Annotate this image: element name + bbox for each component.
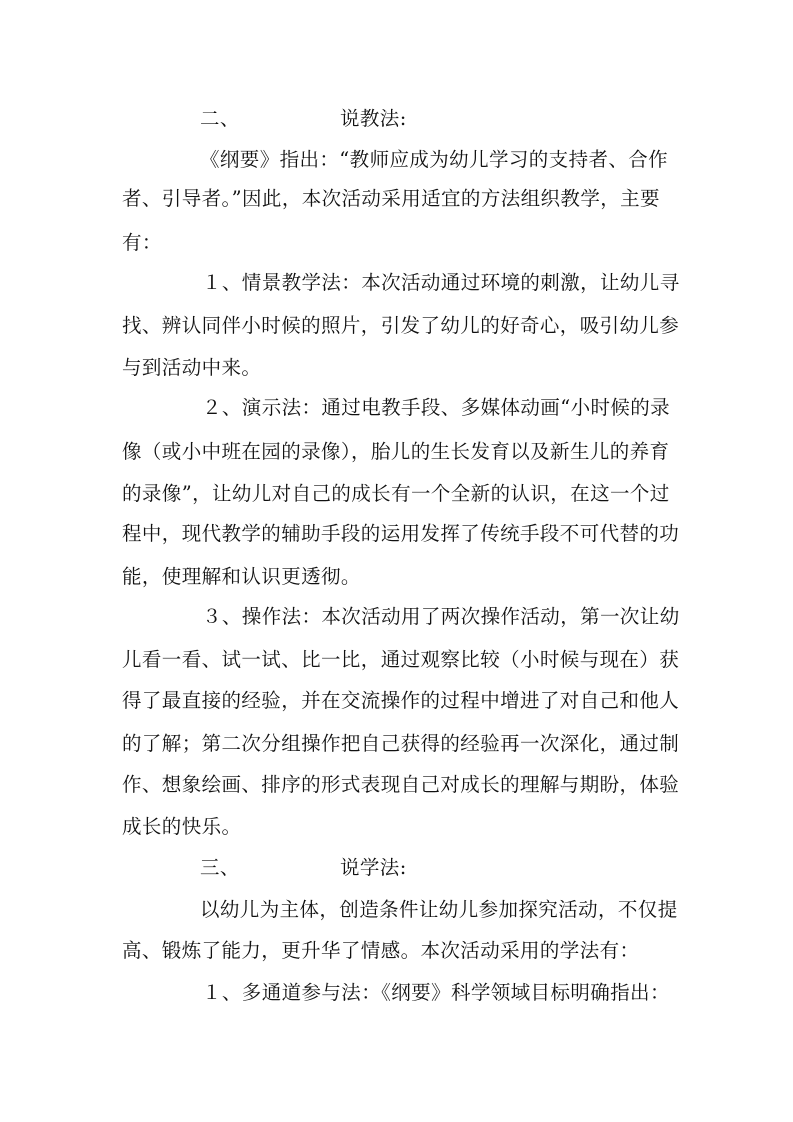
paragraph-line: 得了最直接的经验，并在交流操作的过程中增进了对自己和他人 bbox=[122, 689, 680, 712]
paragraph-line: 者、引导者。”因此，本次活动采用适宜的方法组织教学，主要 bbox=[122, 187, 660, 210]
paragraph-line: 能，使理解和认识更透彻。 bbox=[122, 565, 361, 588]
paragraph-line: ３、操作法：本次活动用了两次操作活动，第一次让幼 bbox=[202, 605, 680, 628]
paragraph-line: 的了解；第二次分组操作把自己获得的经验再一次深化，通过制 bbox=[122, 732, 680, 755]
paragraph-line: 像（或小中班在园的录像），胎儿的生长发育以及新生儿的养育 bbox=[122, 440, 670, 463]
section-number: 三、 bbox=[200, 856, 240, 879]
section-title: 说学法: bbox=[340, 856, 407, 879]
paragraph-line: 作、想象绘画、排序的形式表现自己对成长的理解与期盼，体验 bbox=[122, 773, 680, 796]
paragraph-line: 的录像”，让幼儿对自己的成长有一个全新的认识，在这一个过 bbox=[122, 482, 670, 505]
paragraph-line: 有： bbox=[122, 231, 162, 254]
paragraph-line: 成长的快乐。 bbox=[122, 815, 242, 838]
paragraph-line: 高、锻炼了能力，更升华了情感。本次活动采用的学法有： bbox=[122, 939, 640, 962]
paragraph-line: ２、演示法：通过电教手段、多媒体动画“小时候的录 bbox=[202, 396, 671, 419]
section-number: 二、 bbox=[200, 107, 240, 130]
paragraph-line: 与到活动中来。 bbox=[122, 356, 262, 379]
paragraph-line: １、情景教学法：本次活动通过环境的刺激，让幼儿寻 bbox=[202, 271, 680, 294]
section-title: 说教法: bbox=[340, 107, 407, 130]
paragraph-line: 以幼儿为主体，创造条件让幼儿参加探究活动，不仅提 bbox=[200, 898, 678, 921]
paragraph-line: 程中，现代教学的辅助手段的运用发挥了传统手段不可代替的功 bbox=[122, 522, 680, 545]
paragraph-line: 找、辨认同伴小时候的照片，引发了幼儿的好奇心，吸引幼儿参 bbox=[122, 314, 680, 337]
paragraph-line: １、多通道参与法：《纲要》科学领域目标明确指出： bbox=[202, 981, 670, 1004]
paragraph-line: 《纲要》指出：“教师应成为幼儿学习的支持者、合作 bbox=[200, 148, 669, 171]
paragraph-line: 儿看一看、试一试、比一比，通过观察比较（小时候与现在）获 bbox=[122, 648, 680, 671]
